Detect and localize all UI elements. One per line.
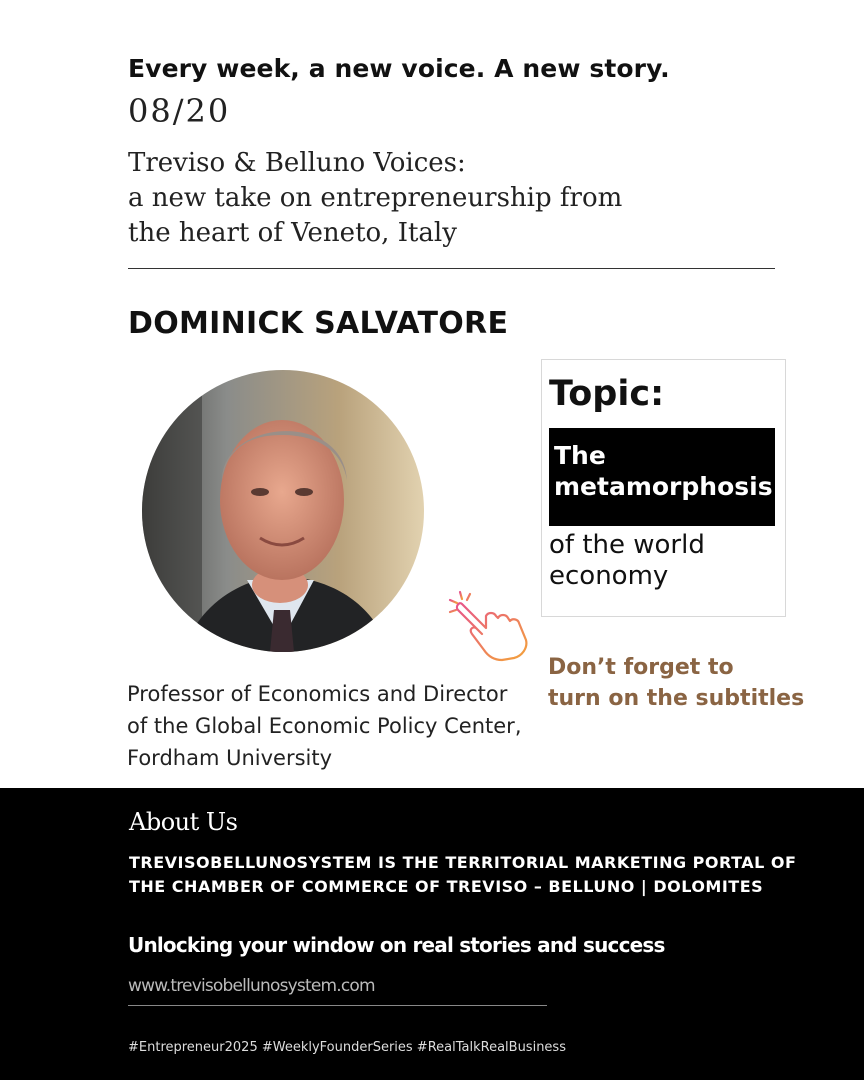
episode-counter: 08/20 [128, 92, 231, 130]
about-description [129, 851, 796, 899]
topic-highlight-text [554, 440, 773, 502]
topic-highlight [549, 428, 775, 526]
website-link[interactable]: www.trevisobellunosystem.com [128, 976, 375, 996]
hashtags: #Entrepreneur2025 #WeeklyFounderSeries #RealTalkRealBusiness [128, 1040, 566, 1055]
topic-line: economy [549, 561, 669, 591]
guest-portrait [142, 370, 424, 652]
reminder-line: turn on the subtitles [548, 686, 805, 711]
series-line: a new take on entrepreneurship from [128, 183, 623, 213]
topic-highlight-line: The [554, 441, 606, 470]
divider [128, 268, 775, 269]
topic-rest [549, 530, 705, 592]
about-line: THE CHAMBER OF COMMERCE OF TREVISO – BELLUNO | DOLOMITES [129, 877, 764, 896]
tagline: Unlocking your window on real stories and success [128, 933, 665, 957]
job-title-line: Professor of Economics and Director [127, 682, 508, 706]
subtitle-reminder [548, 652, 804, 714]
guest-job-title [127, 678, 522, 774]
footer-divider [128, 1005, 547, 1006]
headline: Every week, a new voice. A new story. [128, 54, 670, 83]
reminder-line: Don’t forget to [548, 655, 734, 680]
topic-highlight-line: metamorphosis [554, 472, 773, 501]
about-title: About Us [129, 808, 238, 836]
series-line: the heart of Veneto, Italy [128, 218, 457, 248]
guest-name: DOMINICK SALVATORE [128, 306, 509, 341]
topic-card [541, 359, 786, 617]
series-description [128, 146, 622, 251]
footer [0, 788, 864, 1080]
portrait-image [142, 370, 424, 652]
topic-line: of the world [549, 530, 705, 560]
pointing-hand-icon [446, 588, 532, 662]
about-line: TREVISOBELLUNOSYSTEM IS THE TERRITORIAL MARKETING PORTAL OF [129, 853, 797, 872]
job-title-line: Fordham University [127, 746, 333, 770]
topic-label: Topic: [549, 374, 665, 414]
job-title-line: of the Global Economic Policy Center, [127, 714, 522, 738]
series-line: Treviso & Belluno Voices: [128, 148, 466, 178]
